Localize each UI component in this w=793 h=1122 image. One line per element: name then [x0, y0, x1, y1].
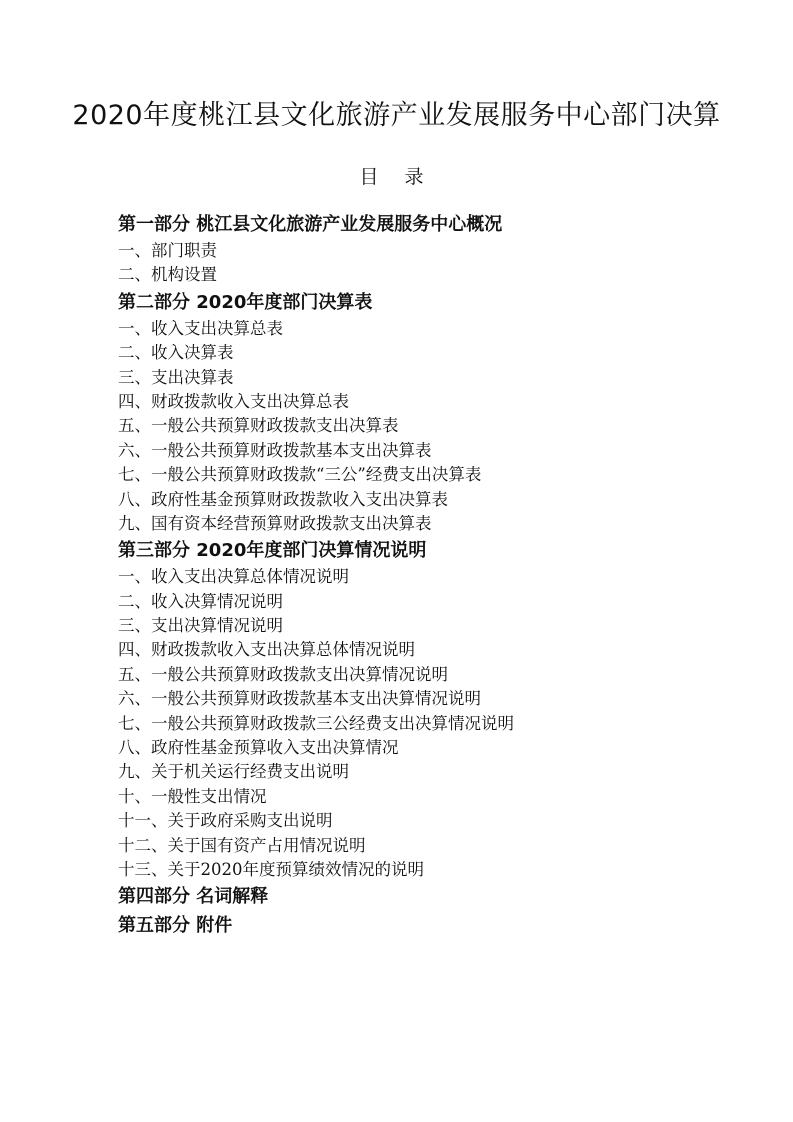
- toc-item: 八、政府性基金预算收入支出决算情况: [118, 738, 399, 758]
- toc-item: 十二、关于国有资产占用情况说明: [118, 835, 366, 855]
- toc-item: 五、一般公共预算财政拨款支出决算情况说明: [118, 664, 448, 684]
- toc-item: 六、一般公共预算财政拨款基本支出决算情况说明: [118, 689, 481, 709]
- toc-item: 一、收入支出决算总体情况说明: [118, 567, 349, 587]
- toc-item: 一、收入支出决算总表: [118, 318, 283, 338]
- toc-item: 五、一般公共预算财政拨款支出决算表: [118, 416, 399, 436]
- toc-part-1-title: 第一部分 桃江县文化旅游产业发展服务中心概况: [118, 214, 503, 235]
- toc-item: 七、一般公共预算财政拨款“三公”经费支出决算表: [118, 465, 482, 485]
- toc-item: 八、政府性基金预算财政拨款收入支出决算表: [118, 489, 448, 509]
- toc-item: 三、支出决算表: [118, 367, 234, 387]
- toc-item: 七、一般公共预算财政拨款三公经费支出决算情况说明: [118, 713, 514, 733]
- table-of-contents: [118, 210, 738, 940]
- toc-item: 九、国有资本经营预算财政拨款支出决算表: [118, 513, 432, 533]
- toc-item: 十三、关于2020年度预算绩效情况的说明: [118, 859, 424, 879]
- toc-item: 一、部门职责: [118, 241, 217, 260]
- toc-item: 二、机构设置: [118, 265, 217, 285]
- toc-item: 六、一般公共预算财政拨款基本支出决算表: [118, 440, 432, 460]
- toc-item: 十一、关于政府采购支出说明: [118, 811, 333, 831]
- toc-part-3-title: 第三部分 2020年度部门决算情况说明: [118, 540, 427, 562]
- toc-item: 二、收入决算表: [118, 343, 234, 363]
- toc-item: 三、支出决算情况说明: [118, 616, 283, 636]
- toc-item: 二、收入决算情况说明: [118, 591, 283, 611]
- toc-part-4-title: 第四部分 名词解释: [118, 886, 269, 908]
- toc-heading: 目 录: [359, 166, 434, 188]
- toc-part-2-title: 第二部分 2020年度部门决算表: [118, 291, 373, 313]
- toc-item: 四、财政拨款收入支出决算总体情况说明: [118, 640, 415, 660]
- toc-item: 十、一般性支出情况: [118, 786, 267, 806]
- toc-item: 九、关于机关运行经费支出说明: [118, 762, 349, 782]
- toc-part-5-title: 第五部分 附件: [118, 915, 233, 937]
- toc-item: 四、财政拨款收入支出决算总表: [118, 391, 349, 411]
- document-title: 2020年度桃江县文化旅游产业发展服务中心部门决算: [72, 100, 721, 131]
